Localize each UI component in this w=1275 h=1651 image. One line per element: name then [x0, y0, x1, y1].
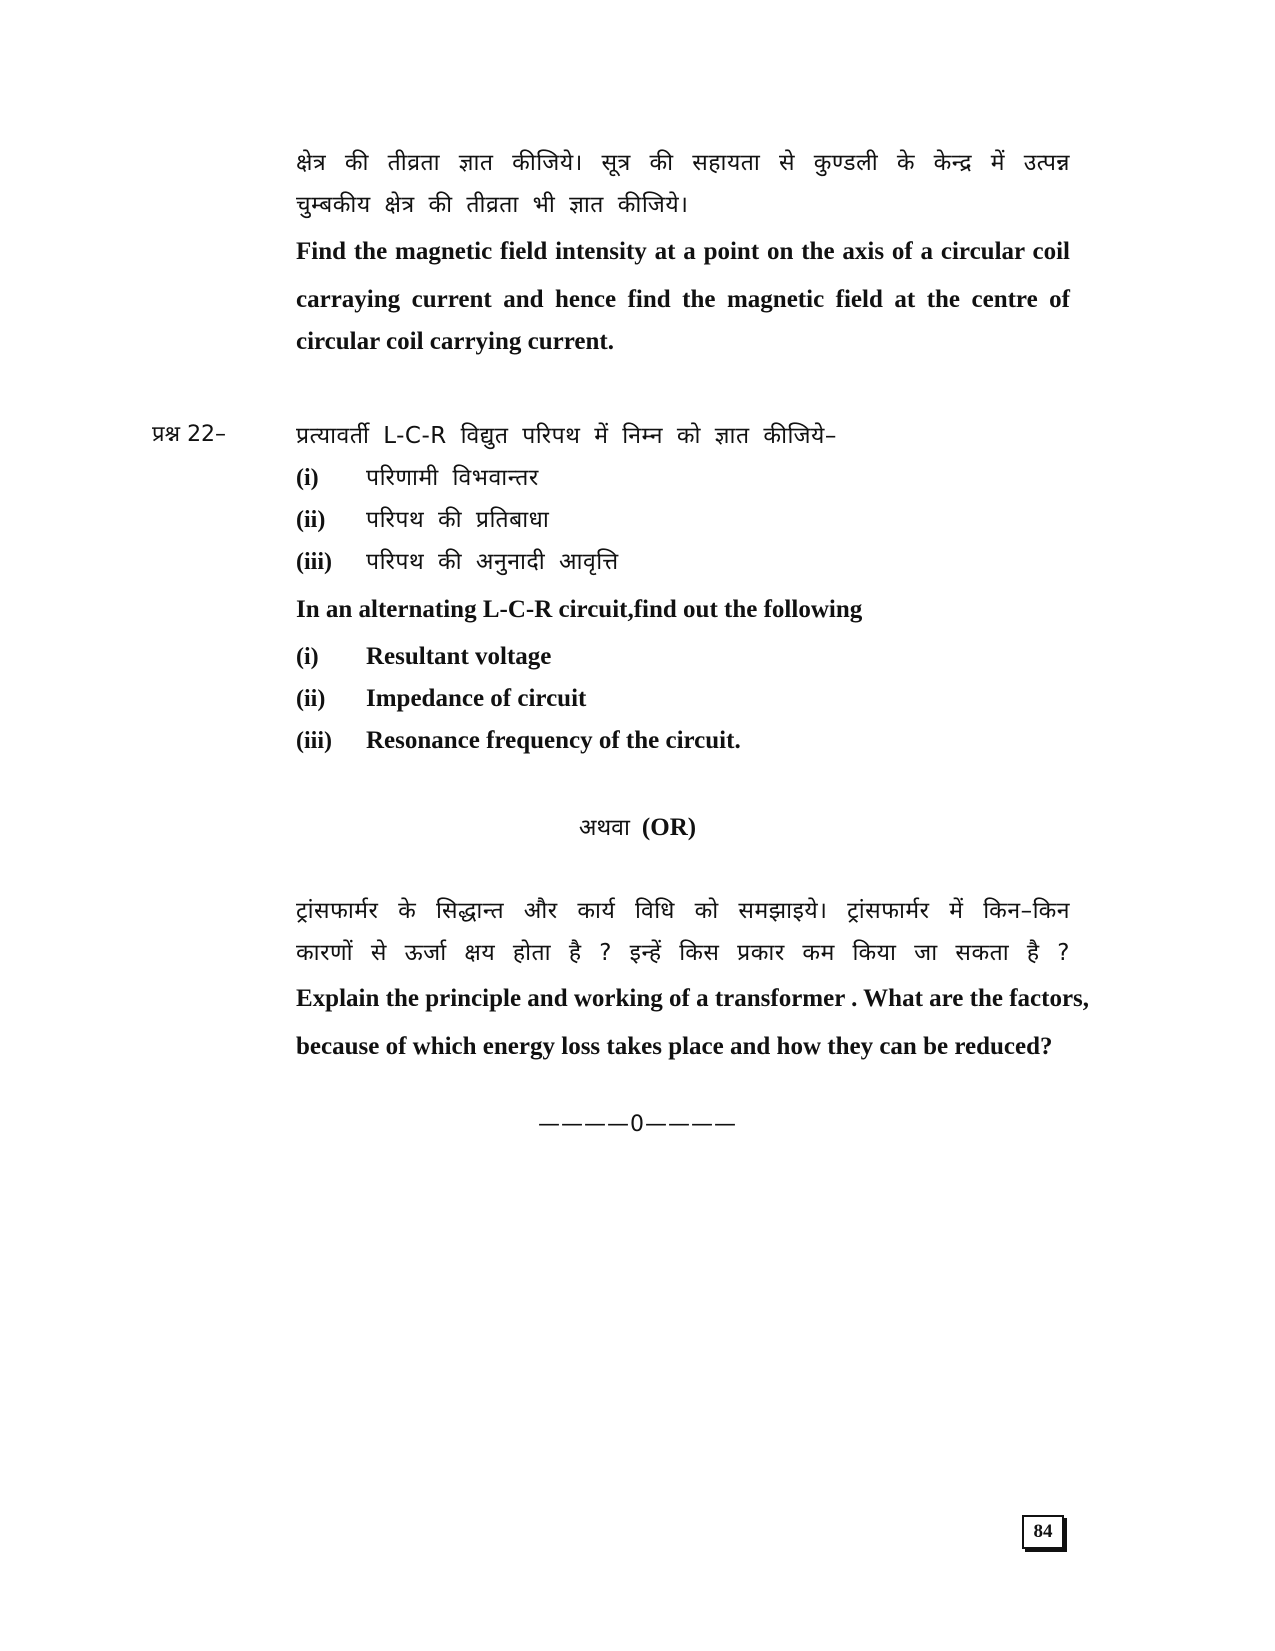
item-marker: (iii): [296, 728, 332, 754]
page-number: 84: [1022, 1515, 1064, 1549]
english-line: Find the magnetic field intensity at a point on the axis of a circular coil: [296, 238, 1070, 265]
list-item: [296, 685, 586, 713]
item-text: Resonance frequency of the circuit.: [366, 727, 741, 754]
item-text: Impedance of circuit: [366, 685, 587, 712]
list-item: [296, 643, 551, 671]
item-text: परिणामी विभवान्तर: [366, 465, 539, 491]
question-number: प्रश्न 22–: [152, 422, 227, 447]
hindi-line: चुम्बकीय क्षेत्र की तीव्रता भी ज्ञात कीजिये।: [296, 192, 689, 218]
list-item: [296, 544, 619, 576]
item-marker: (iii): [296, 549, 332, 575]
hindi-line: कारणों से ऊर्जा क्षय होता है ? इन्हें किस प्रकार कम किया जा सकता है ?: [296, 940, 1070, 966]
english-line: Explain the principle and working of a transformer . What are the factors,: [296, 985, 1090, 1012]
question-prompt-hindi: प्रत्यावर्ती L-C-R विद्युत परिपथ में निम्न को ज्ञात कीजिये–: [296, 423, 837, 449]
item-text: Resultant voltage: [366, 643, 552, 670]
list-item: [296, 460, 539, 492]
item-text: परिपथ की प्रतिबाधा: [366, 507, 550, 533]
hindi-line: ट्रांसफार्मर के सिद्धान्त और कार्य विधि को समझाइये। ट्रांसफार्मर में किन–किन: [296, 898, 1070, 924]
item-marker: (i): [296, 644, 319, 670]
or-separator: [0, 810, 1275, 842]
end-mark: ————0————: [538, 1112, 737, 1137]
hindi-line: क्षेत्र की तीव्रता ज्ञात कीजिये। सूत्र की सहायता से कुण्डली के केन्द्र में उत्पन्न: [296, 150, 1070, 176]
or-english: (OR): [641, 814, 697, 841]
english-line: because of which energy loss takes place and how they can be reduced?: [296, 1033, 1053, 1060]
question-prompt-english: In an alternating L-C-R circuit,find out the following: [296, 596, 863, 623]
english-line: circular coil carrying current.: [296, 328, 614, 355]
list-item: [296, 502, 549, 534]
or-hindi: अथवा: [578, 815, 630, 841]
item-marker: (ii): [296, 507, 326, 533]
list-item: [296, 727, 741, 755]
item-marker: (ii): [296, 686, 326, 712]
item-marker: (i): [296, 465, 319, 491]
item-text: परिपथ की अनुनादी आवृत्ति: [366, 549, 619, 575]
english-line: carraying current and hence find the magnetic field at the centre of: [296, 286, 1070, 313]
